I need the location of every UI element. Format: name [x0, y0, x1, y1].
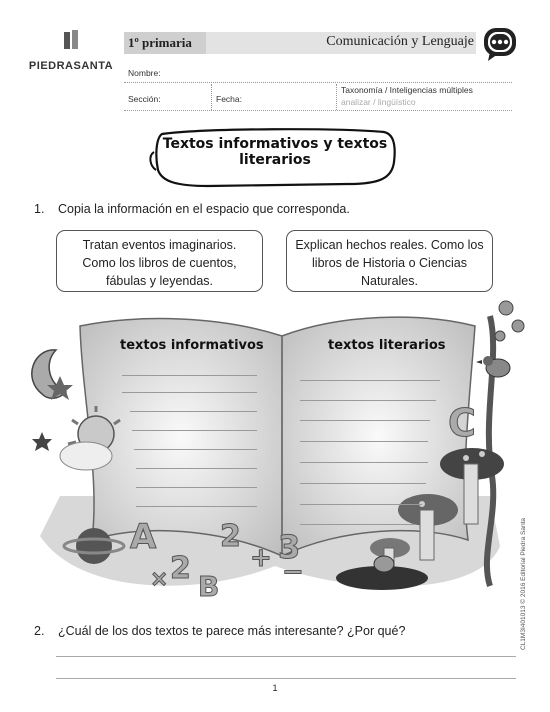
taxonomy-label: Taxonomía / Inteligencias múltiples: [341, 85, 473, 95]
grade-label: 1º primaria: [128, 35, 192, 50]
writing-line[interactable]: [130, 411, 257, 412]
speech-bubble-icon: [482, 26, 518, 62]
field-divider: [336, 84, 337, 110]
decor-minus: −: [282, 557, 304, 587]
info-box-literary: Tratan eventos imaginarios. Como los libros de cuentos, fábulas y leyendas.: [56, 230, 263, 292]
decor-number-3: 3: [278, 528, 301, 566]
question-text: Copia la información en el espacio que corresponda.: [58, 202, 350, 216]
question-text: ¿Cuál de los dos textos te parece más interesante? ¿Por qué?: [58, 624, 406, 638]
answer-line[interactable]: [56, 678, 516, 679]
decor-letter-a: A: [130, 517, 157, 557]
name-label: Nombre:: [128, 68, 161, 78]
decor-letter-c: C: [448, 401, 476, 445]
writing-line[interactable]: [136, 487, 257, 488]
info-box-informative: Explican hechos reales. Como los libros de Historia o Ciencias Naturales.: [286, 230, 493, 292]
flower-icon: [495, 301, 524, 341]
open-book-illustration: [20, 296, 530, 606]
writing-line[interactable]: [132, 430, 257, 431]
decor-plus: +: [250, 543, 272, 573]
writing-line[interactable]: [136, 468, 257, 469]
writing-line[interactable]: [136, 506, 257, 507]
field-divider: [211, 84, 212, 110]
page-number: 1: [272, 683, 278, 693]
writing-line[interactable]: [300, 420, 430, 421]
writing-line[interactable]: [300, 504, 422, 505]
publisher-logo: [26, 30, 116, 74]
decor-number-2: 2: [170, 551, 191, 586]
subject-label: Comunicación y Lenguaje: [326, 34, 474, 49]
writing-line[interactable]: [300, 441, 428, 442]
right-page-heading: textos literarios: [328, 338, 446, 353]
writing-line[interactable]: [300, 462, 428, 463]
brand-name: PIEDRASANTA: [28, 60, 114, 72]
answer-line[interactable]: [56, 656, 516, 657]
taxonomy-value: analizar / lingüístico: [341, 97, 416, 107]
book-logo-icon: [63, 30, 79, 50]
name-field[interactable]: [124, 82, 512, 83]
decor-symbol: ×: [150, 567, 169, 592]
writing-line[interactable]: [300, 400, 436, 401]
decor-number-2b: 2: [220, 519, 241, 554]
writing-line[interactable]: [122, 375, 257, 376]
date-label: Fecha:: [216, 94, 242, 104]
copyright-text: CL1M3I401013 © 2016 Editorial Piedra Santa: [520, 518, 527, 650]
decor-letter-b: B: [198, 570, 220, 603]
writing-line[interactable]: [300, 380, 440, 381]
writing-line[interactable]: [300, 524, 416, 525]
left-page-heading: textos informativos: [120, 338, 264, 353]
question-number: 2.: [34, 624, 45, 638]
writing-line[interactable]: [300, 483, 426, 484]
question-number: 1.: [34, 202, 45, 216]
writing-line[interactable]: [122, 392, 257, 393]
page-title: Textos informativos y textos literarios: [162, 136, 388, 168]
section-date-field[interactable]: [124, 110, 512, 111]
writing-line[interactable]: [134, 449, 257, 450]
section-label: Sección:: [128, 94, 161, 104]
